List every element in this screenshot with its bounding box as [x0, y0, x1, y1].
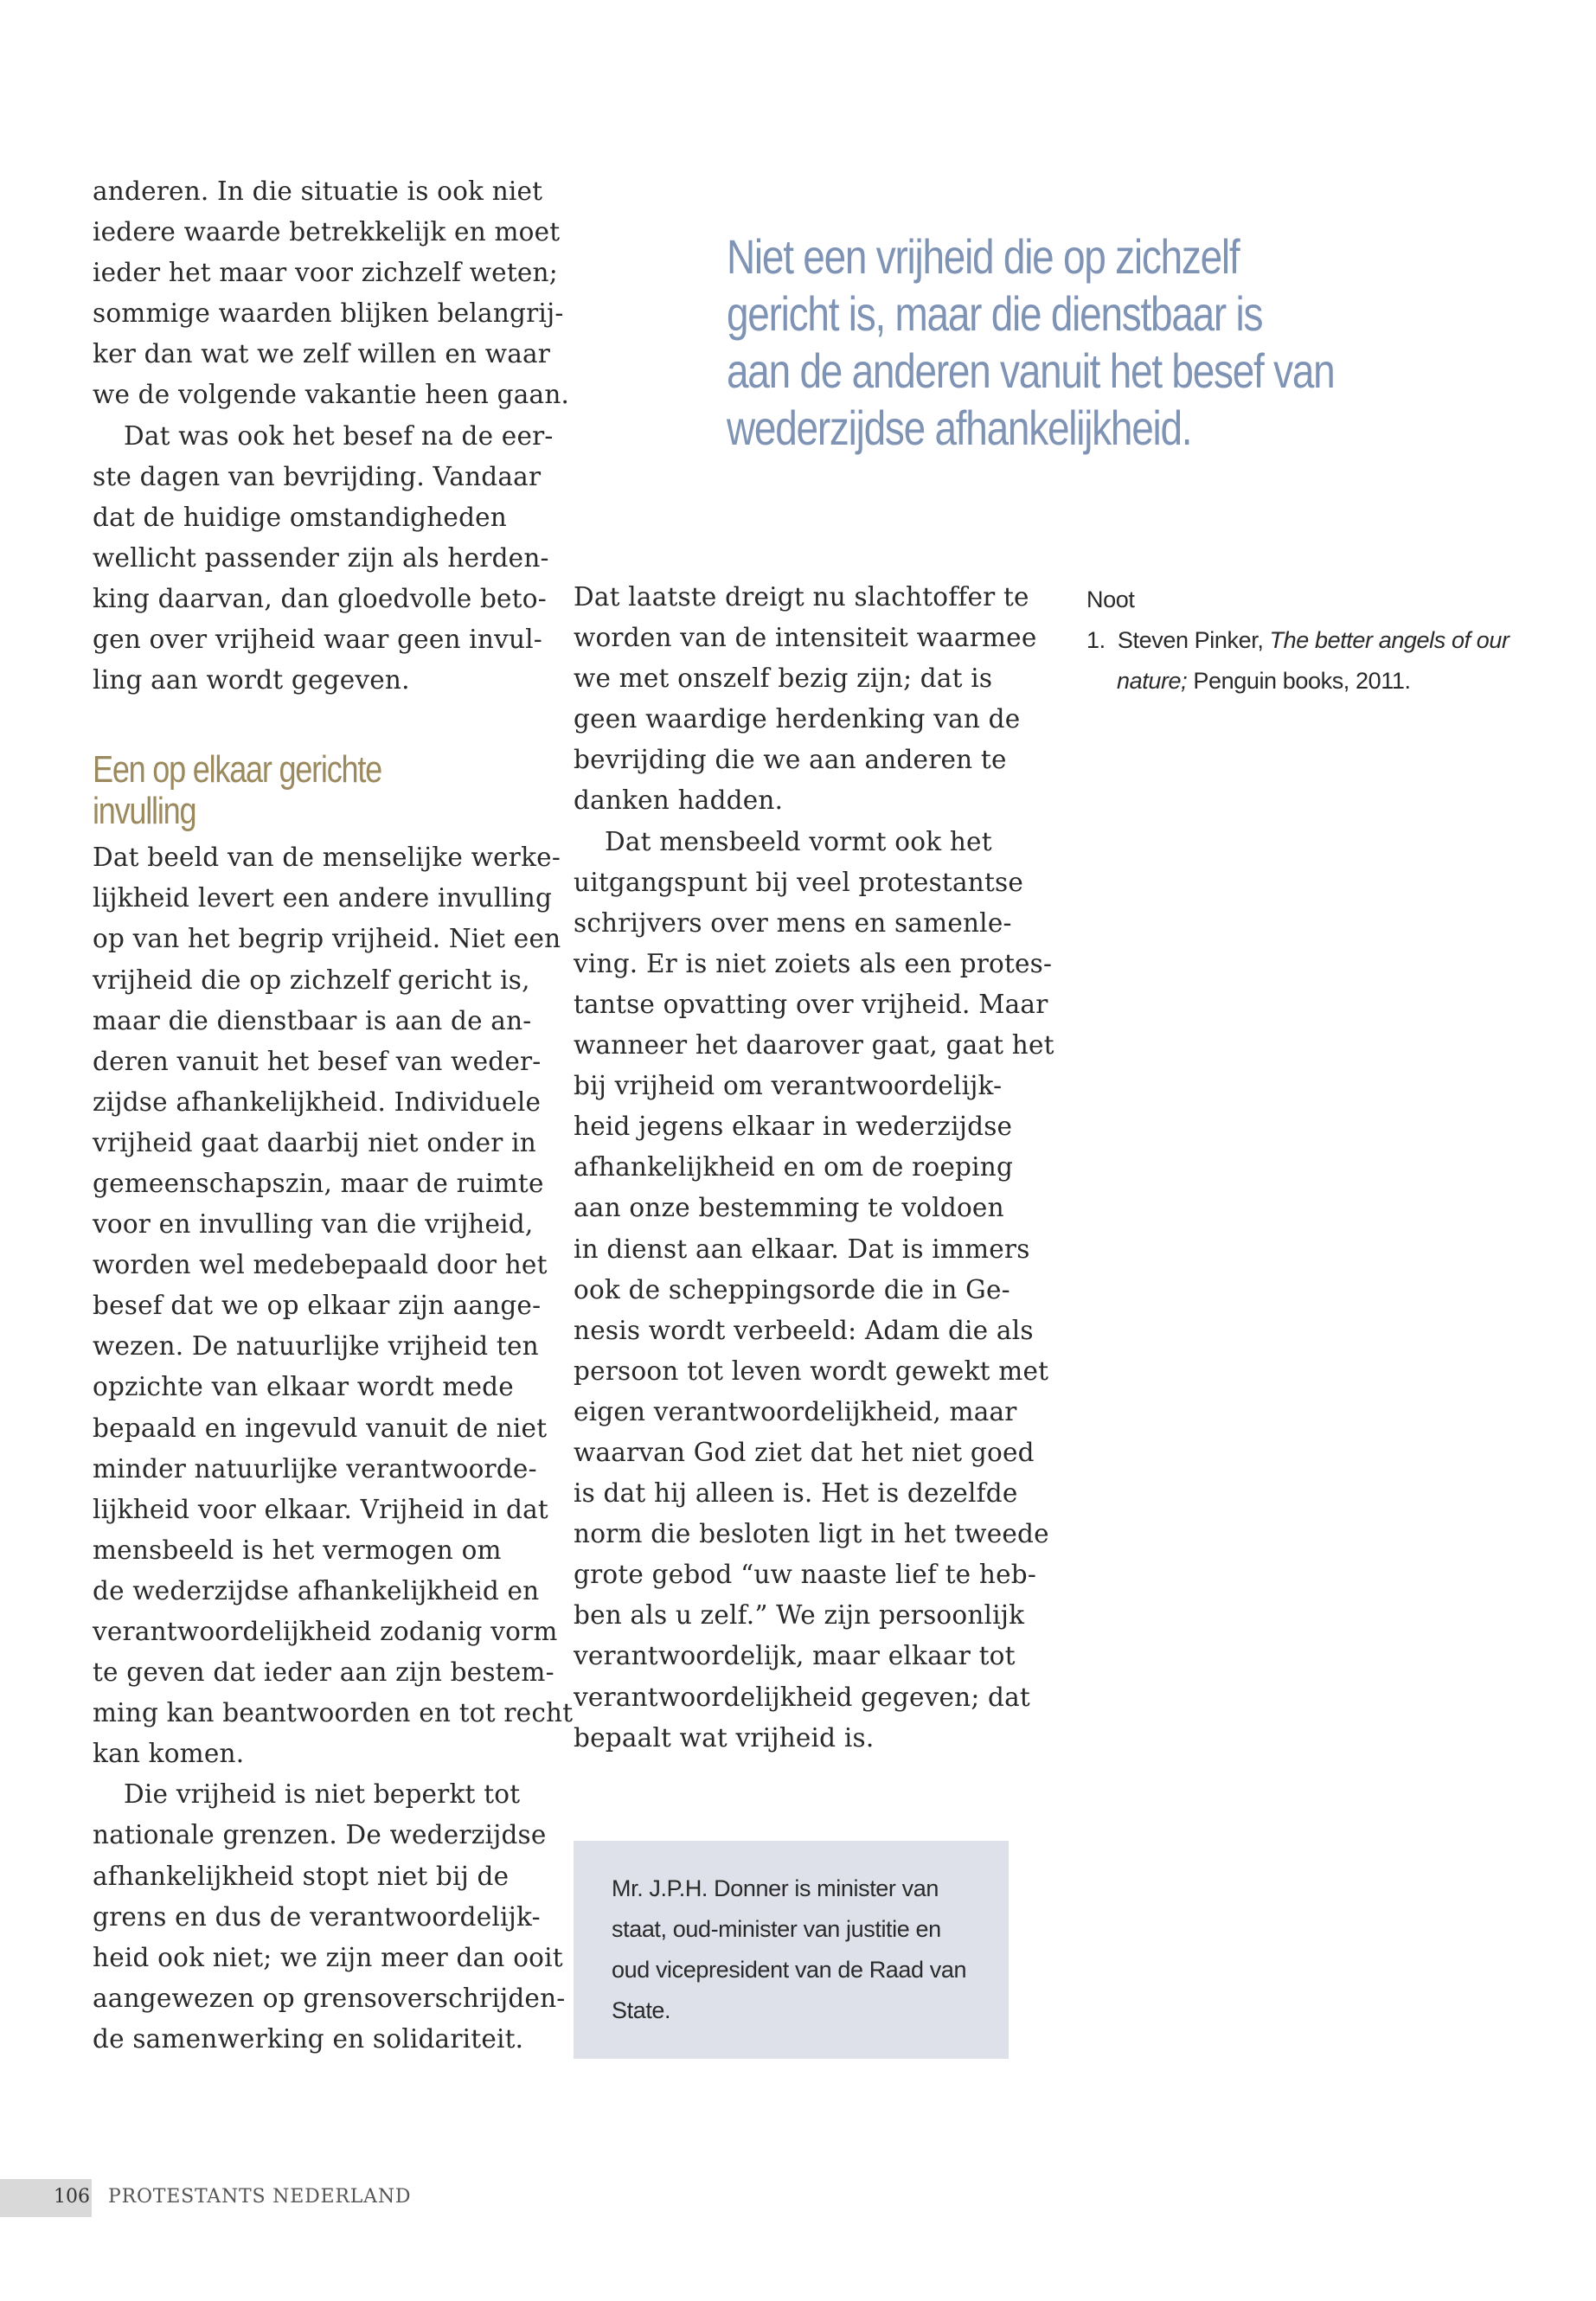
text-line: sommige waarden blijken belangrij- [93, 298, 564, 329]
text-line: norm die besloten ligt in het tweede [574, 1519, 1049, 1549]
text-line: wezen. De natuurlijke vrijheid ten [93, 1331, 539, 1362]
text-line: aan onze bestemming te voldoen [574, 1193, 1004, 1223]
text-line: ving. Er is niet zoiets als een protes- [574, 948, 1053, 978]
text-line: Dat beeld van de menselijke werke- [93, 843, 561, 873]
text-line: Dat was ook het besef na de eer- [124, 420, 554, 451]
footnote-1-cont [1086, 661, 1536, 702]
text-line: wellicht passender zijn als herden- [93, 542, 549, 573]
paragraph [574, 822, 1054, 1759]
text-line: zijdse afhankelijkheid. Individuele [93, 1086, 542, 1117]
text-line: de samenwerking en solidariteit. [93, 2023, 524, 2054]
text-line: eigen verantwoordelijkheid, maar [574, 1396, 1017, 1426]
text-line: ste dagen van bevrijding. Vandaar [93, 461, 542, 491]
text-line: bepaalt wat vrijheid is. [574, 1722, 875, 1753]
text-line: ming kan beantwoorden en tot recht [93, 1698, 574, 1728]
text-line: schrijvers over mens en samenle- [574, 907, 1012, 938]
text-line: danken hadden. [574, 785, 784, 816]
text-line: oud vicepresident van de Raad van [612, 1957, 967, 1983]
text-line: vrijheid die op zichzelf gericht is, [93, 965, 530, 995]
text-line: wederzijdse afhankelijkheid. [727, 401, 1192, 455]
notes-title: Noot [1086, 586, 1135, 612]
footnote-title: The better angels of our [1269, 627, 1509, 653]
text-line: aangewezen op grensoverschrijden- [93, 1983, 566, 2013]
pull-quote [727, 228, 1334, 457]
text-line: geen waardige herdenking van de [574, 704, 1021, 734]
text-line: opzichte van elkaar wordt mede [93, 1372, 514, 1402]
text-line: ieder het maar voor zichzelf weten; [93, 258, 558, 288]
text-line: heid jegens elkaar in wederzijdse [574, 1112, 1013, 1142]
text-line: nesis wordt verbeeld: Adam die als [574, 1315, 1034, 1345]
text-line: wanneer het daarover gaat, gaat het [574, 1030, 1054, 1061]
text-line: dat de huidige omstandigheden [93, 502, 508, 532]
text-line: Dat laatste dreigt nu slachtoffer te [574, 582, 1029, 612]
paragraph [93, 416, 560, 702]
text-line: minder natuurlijke verantwoorde- [93, 1453, 537, 1484]
text-line: maar die dienstbaar is aan de an- [93, 1005, 532, 1035]
author-bio [612, 1868, 966, 2031]
text-line: de wederzijdse afhankelijkheid en [93, 1575, 540, 1606]
footnotes [1086, 580, 1536, 702]
text-line: is dat hij alleen is. Het is dezelfde [574, 1478, 1018, 1509]
text-line: mensbeeld is het vermogen om [93, 1535, 502, 1565]
text-line: lijkheid voor elkaar. Vrijheid in dat [93, 1494, 548, 1524]
text-line: anderen. In die situatie is ook niet [93, 176, 543, 206]
text-line: voor en invulling van die vrijheid, [93, 1209, 534, 1240]
footnote-number: 1. [1086, 627, 1106, 653]
author-bio-box [574, 1841, 1009, 2059]
text-line: bevrijding die we aan anderen te [574, 745, 1007, 775]
text-line: afhankelijkheid stopt niet bij de [93, 1861, 510, 1891]
text-line: afhankelijkheid en om de roeping [574, 1152, 1014, 1183]
left-column [93, 171, 574, 2060]
text-line: uitgangspunt bij veel protestantse [574, 867, 1024, 897]
paragraph [93, 171, 570, 416]
text-line: grote gebod “uw naaste lief te heb- [574, 1560, 1037, 1590]
text-line: nationale grenzen. De wederzijdse [93, 1820, 547, 1850]
text-line: we met onszelf bezig zijn; dat is [574, 663, 993, 694]
text-line: staat, oud-minister van justitie en [612, 1916, 941, 1942]
text-line: vrijheid gaat daarbij niet onder in [93, 1127, 536, 1157]
text-line: tantse opvatting over vrijheid. Maar [574, 989, 1048, 1019]
text-line: in dienst aan elkaar. Dat is immers [574, 1234, 1030, 1264]
text-line: op van het begrip vrijheid. Niet een [93, 924, 561, 954]
footnote-author: Steven Pinker, [1117, 627, 1270, 653]
text-line: king daarvan, dan gloedvolle beto- [93, 583, 547, 613]
publication-name: PROTESTANTS NEDERLAND [108, 2186, 412, 2208]
text-line: bij vrijheid om verantwoordelijk- [574, 1071, 1003, 1101]
text-line: verantwoordelijkheid zodanig vorm [93, 1617, 558, 1646]
text-line: gericht is, maar die dienstbaar is [727, 286, 1263, 341]
text-line: aan de anderen vanuit het besef van [727, 343, 1335, 398]
text-line: besef dat we op elkaar zijn aange- [93, 1291, 542, 1321]
text-line: ling aan wordt gegeven. [93, 665, 410, 695]
text-line: grens en dus de verantwoordelijk- [93, 1901, 541, 1932]
text-line: State. [612, 1997, 671, 2023]
text-line: gen over vrijheid waar geen invul- [93, 625, 542, 655]
footnote-title-cont: nature; [1117, 668, 1188, 694]
text-line: gemeenschapszin, maar de ruimte [93, 1168, 544, 1198]
text-line: heid ook niet; we zijn meer dan ooit [93, 1942, 563, 1972]
text-line: persoon tot leven wordt gewekt met [574, 1356, 1049, 1386]
footnote-publisher: Penguin books, 2011. [1187, 668, 1411, 694]
page-number: 106 [54, 2186, 90, 2208]
text-line: lijkheid levert een andere invulling [93, 883, 553, 913]
text-line: Die vrijheid is niet beperkt tot [124, 1779, 521, 1810]
text-line: we de volgende vakantie heen gaan. [93, 380, 570, 410]
middle-column [574, 577, 1054, 1759]
paragraph [93, 1774, 566, 2060]
text-line: verantwoordelijk, maar elkaar tot [574, 1641, 1016, 1671]
text-line: te geven dat ieder aan zijn bestem- [93, 1657, 554, 1688]
paragraph [574, 577, 1037, 822]
text-line: verantwoordelijkheid gegeven; dat [574, 1682, 1030, 1712]
text-line: waarvan God ziet dat het niet goed [574, 1437, 1035, 1467]
paragraph [93, 837, 574, 1774]
text-line: ker dan wat we zelf willen en waar [93, 339, 551, 369]
text-line: ben als u zelf.” We zijn persoonlijk [574, 1600, 1025, 1631]
text-line: worden wel medebepaald door het [93, 1250, 548, 1280]
text-line: kan komen. [93, 1739, 245, 1769]
text-line: deren vanuit het besef van weder- [93, 1046, 542, 1076]
footnote-1 [1086, 620, 1536, 661]
text-line: Niet een vrijheid die op zichzelf [727, 229, 1240, 284]
text-line: Dat mensbeeld vormt ook het [605, 826, 992, 856]
text-line: iedere waarde betrekkelijk en moet [93, 217, 561, 247]
text-line: bepaald en ingevuld vanuit de niet [93, 1413, 548, 1443]
section-heading: Een op elkaar gerichte invulling [93, 748, 381, 833]
text-line: ook de scheppingsorde die in Ge- [574, 1274, 1010, 1304]
text-line: worden van de intensiteit waarmee [574, 623, 1037, 653]
text-line: Mr. J.P.H. Donner is minister van [612, 1875, 939, 1901]
